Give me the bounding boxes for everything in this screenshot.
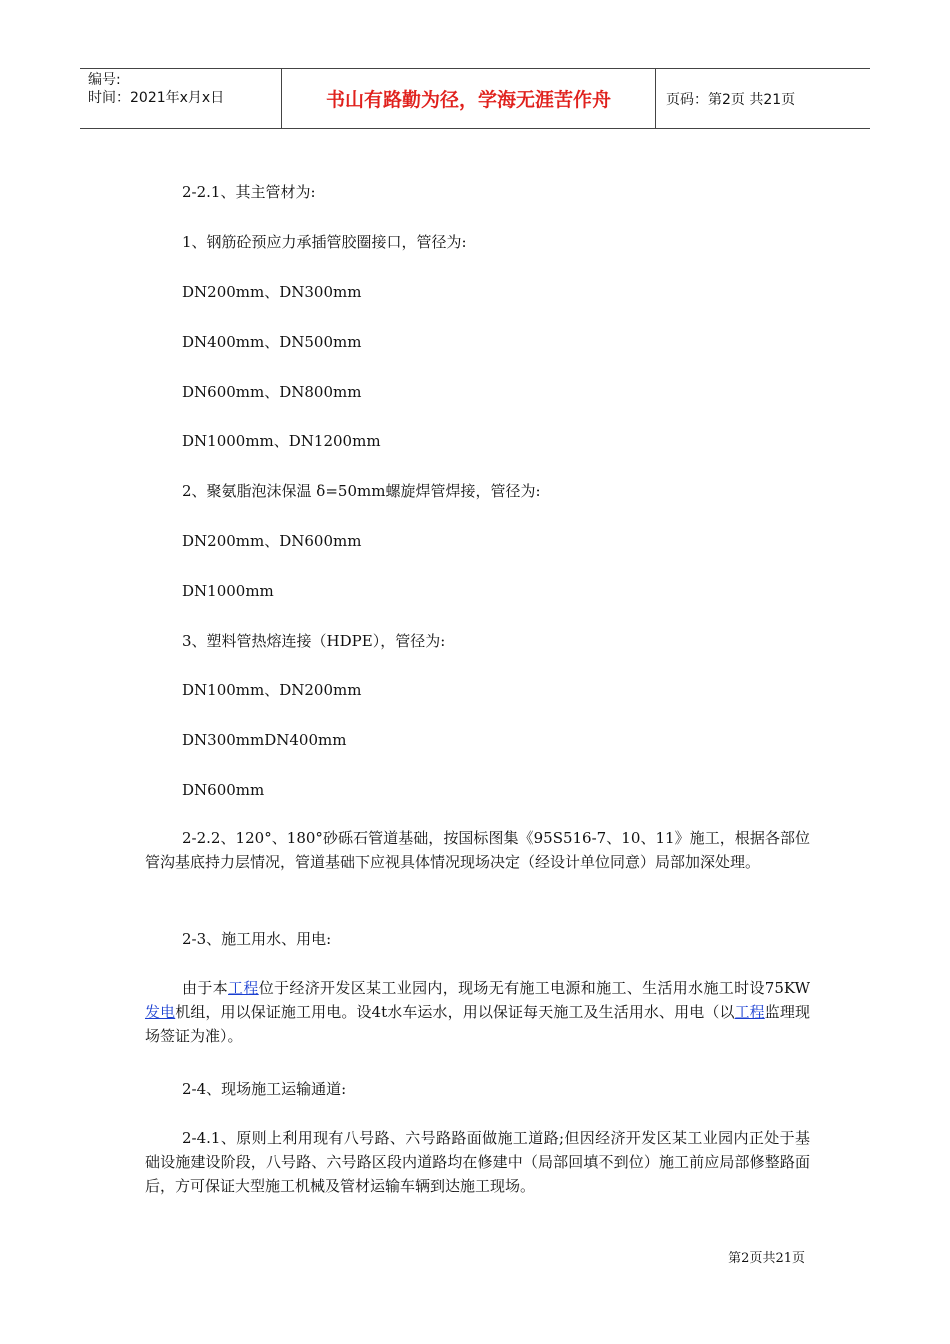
paragraph: 2-4.1、原则上利用现有八号路、六号路路面做施工道路;但因经济开发区某工业园内正处于基础设施建设阶段，八号路、六号路区段内道路均在修建中（局部回填不到位）施工前应局部修整路面后，方可保证大型施工机械及管材运输车辆到达施工现场。 bbox=[145, 1129, 810, 1195]
list-item: 2、聚氨脂泡沫保温 δ=50mm螺旋焊管焊接，管径为: bbox=[182, 482, 541, 500]
document-date: 时间：2021年x月x日 bbox=[88, 90, 225, 106]
paragraph-text: 由于本 bbox=[182, 979, 229, 997]
section-heading: 2-3、施工用水、用电: bbox=[182, 930, 332, 948]
header-motto: 书山有路勤为径，学海无涯苦作舟 bbox=[282, 69, 656, 128]
pipe-size-line: DN600mm bbox=[182, 781, 265, 799]
paragraph-text: 监理现场签证为准）。 bbox=[145, 1003, 810, 1045]
section-heading: 2-4、现场施工运输通道: bbox=[182, 1080, 347, 1098]
section-heading: 2-2.1、其主管材为: bbox=[182, 183, 316, 201]
pipe-size-line: DN1000mm bbox=[182, 582, 274, 600]
header-meta bbox=[80, 69, 282, 128]
link-engineering[interactable]: 工程 bbox=[228, 979, 259, 997]
document-number-label: 编号: bbox=[88, 72, 121, 88]
pipe-size-line: DN400mm、DN500mm bbox=[182, 333, 362, 351]
pipe-size-line: DN200mm、DN600mm bbox=[182, 532, 362, 550]
header-page-info: 页码：第2页 共21页 bbox=[666, 91, 796, 108]
pipe-size-line: DN200mm、DN300mm bbox=[182, 283, 362, 301]
link-engineering[interactable]: 工程 bbox=[734, 1003, 765, 1021]
paragraph-text: 位于经济开发区某工业园内，现场无有施工电源和施工、生活用水施工时设75KW bbox=[258, 979, 810, 997]
paragraph-text: 机组，用以保证施工用电。设4t水车运水，用以保证每天施工及生活用水、用电（以 bbox=[175, 1003, 735, 1021]
list-item: 1、钢筋砼预应力承插管胶圈接口，管径为: bbox=[182, 233, 467, 251]
pipe-size-line: DN600mm、DN800mm bbox=[182, 383, 362, 401]
pipe-size-line: DN1000mm、DN1200mm bbox=[182, 432, 381, 450]
list-item: 3、塑料管热熔连接（HDPE），管径为: bbox=[182, 632, 446, 650]
page-header bbox=[80, 68, 870, 129]
link-power-generation[interactable]: 发电 bbox=[145, 1003, 176, 1021]
paragraph: 2-2.2、120°、180°砂砾石管道基础，按国标图集《95S516-7、10、11》施工，根据各部位管沟基底持力层情况，管道基础下应视具体情况现场决定（经设计单位同意）局部加深处理。 bbox=[145, 829, 810, 871]
pipe-size-line: DN100mm、DN200mm bbox=[182, 681, 362, 699]
paragraph bbox=[145, 976, 810, 1048]
page-footer: 第2页共21页 bbox=[728, 1251, 805, 1266]
pipe-size-line: DN300mmDN400mm bbox=[182, 731, 347, 749]
